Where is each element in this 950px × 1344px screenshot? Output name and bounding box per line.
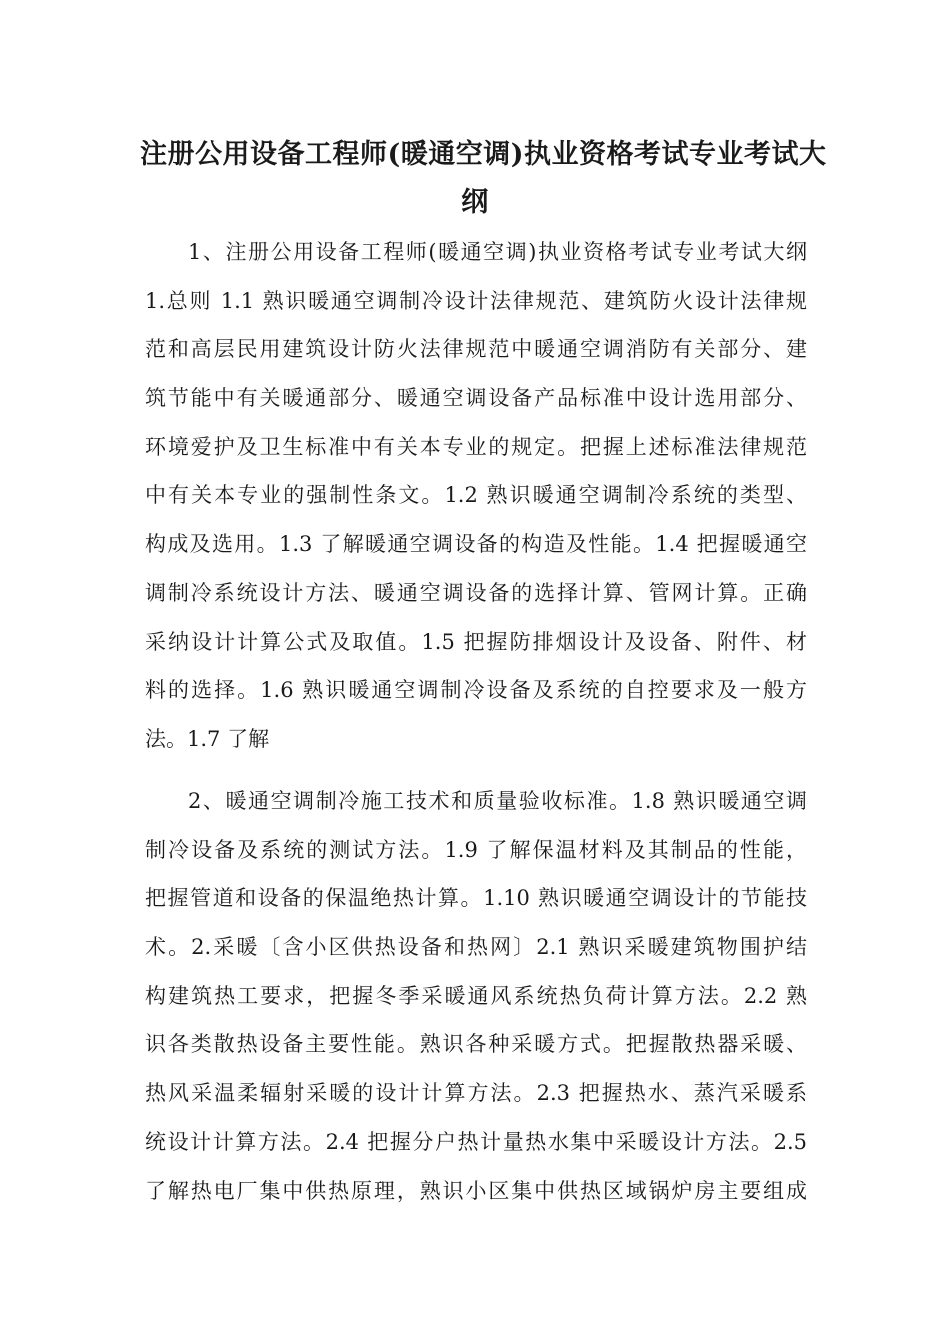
text-line: 热风采温柔辐射采暖的设计计算方法。2.3 把握热水、蒸汽采暖系: [145, 1081, 807, 1106]
document-title-line-1: 注册公用设备工程师(暖通空调)执业资格考试专业考试大: [140, 139, 827, 170]
paragraph-1: [145, 228, 807, 764]
text-line: 识各类散热设备主要性能。熟识各种采暖方式。把握散热器采暖、: [145, 1032, 807, 1057]
text-line: 料的选择。1.6 熟识暖通空调制冷设备及系统的自控要求及一般方: [145, 678, 807, 703]
text-line: 制冷设备及系统的测试方法。1.9 了解保温材料及其制品的性能，: [145, 837, 807, 862]
text-line: 调制冷系统设计方法、暖通空调设备的选择计算、管网计算。正确: [145, 580, 807, 605]
text-line: 中有关本专业的强制性条文。1.2 熟识暖通空调制冷系统的类型、: [145, 483, 807, 508]
text-line: 采纳设计计算公式及取值。1.5 把握防排烟设计及设备、附件、材: [145, 629, 807, 654]
text-line: 了解热电厂集中供热原理，熟识小区集中供热区域锅炉房主要组成: [145, 1178, 807, 1203]
paragraph-2: [145, 777, 807, 1215]
text-line: 把握管道和设备的保温绝热计算。1.10 熟识暖通空调设计的节能技: [145, 886, 807, 911]
text-line: 构成及选用。1.3 了解暖通空调设备的构造及性能。1.4 把握暖通空: [145, 532, 807, 557]
text-line: 范和高层民用建筑设计防火法律规范中暖通空调消防有关部分、建: [145, 337, 807, 362]
text-line: 2、暖通空调制冷施工技术和质量验收标准。1.8 熟识暖通空调: [188, 789, 807, 813]
text-line: 统设计计算方法。2.4 把握分户热计量热水集中采暖设计方法。2.5: [145, 1129, 807, 1154]
text-line: 环境爱护及卫生标准中有关本专业的规定。把握上述标准法律规范: [145, 434, 807, 459]
text-line: 术。2.采暖〔含小区供热设备和热网〕2.1 熟识采暖建筑物围护结: [145, 935, 807, 960]
text-line: 1.总则 1.1 熟识暖通空调制冷设计法律规范、建筑防火设计法律规: [145, 288, 807, 313]
text-line: 法。1.7 了解: [145, 726, 270, 751]
text-line: 筑节能中有关暖通部分、暖通空调设备产品标准中设计选用部分、: [145, 386, 807, 411]
document-title-line-2: 纲: [461, 187, 489, 218]
text-line: 1、注册公用设备工程师(暖通空调)执业资格考试专业考试大纲: [188, 240, 807, 264]
text-line: 构建筑热工要求，把握冬季采暖通风系统热负荷计算方法。2.2 熟: [145, 983, 807, 1008]
